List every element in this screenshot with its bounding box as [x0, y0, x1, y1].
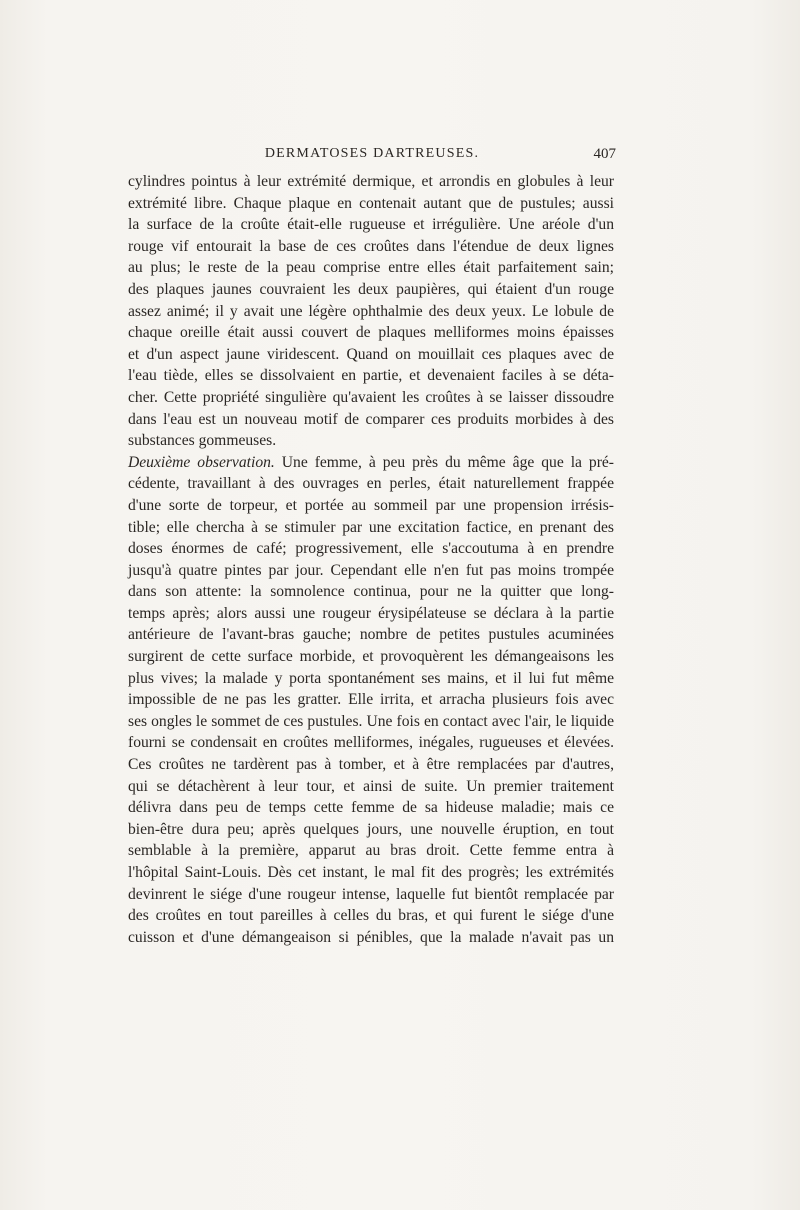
text-line: délivra dans peu de temps cette femme de sa hideuse maladie; mais ce: [128, 799, 614, 817]
observation-heading: Deuxième observation.: [128, 453, 275, 471]
text-line: cuisson et d'une démangeaison si pénibles, que la malade n'avait pas un: [128, 928, 614, 946]
text-line: jusqu'à quatre pintes par jour. Cependant elle n'en fut pas moins trompée: [128, 561, 614, 579]
text-line: impossible de ne pas les gratter. Elle irrita, et arracha plusieurs fois avec: [128, 691, 614, 709]
text-line: extrémité libre. Chaque plaque en contenait autant que de pustules; aussi: [128, 194, 614, 212]
text-line: antérieure de l'avant-bras gauche; nombre de petites pustules acuminées: [128, 626, 614, 644]
text-line: Ces croûtes ne tardèrent pas à tomber, et à être remplacées par d'autres,: [128, 756, 614, 774]
text-line: au plus; le reste de la peau comprise entre elles était parfaitement sain;: [128, 259, 614, 277]
text-line: Une femme, à peu près du même âge que la pré-: [281, 453, 615, 471]
body-text: [128, 171, 614, 948]
text-line: fourni se condensait en croûtes melliformes, inégales, rugueuses et élevées.: [128, 734, 614, 752]
text-line: d'une sorte de torpeur, et portée au sommeil par une propension irrésis-: [128, 496, 614, 514]
text-line: devinrent le siége d'une rougeur intense, laquelle fut bientôt remplacée par: [128, 885, 614, 903]
text-line: assez animé; il y avait une légère ophthalmie des deux yeux. Le lobule de: [128, 302, 614, 320]
text-line: bien-être dura peu; après quelques jours, une nouvelle éruption, en tout: [128, 820, 614, 838]
text-line: chaque oreille était aussi couvert de plaques melliformes moins épaisses: [128, 324, 614, 342]
text-line: semblable à la première, apparut au bras droit. Cette femme entra à: [128, 842, 614, 860]
running-head: [128, 146, 616, 168]
text-line: doses énormes de café; progressivement, elle s'accoutuma à en prendre: [128, 540, 614, 558]
text-line: temps après; alors aussi une rougeur érysipélateuse se déclara à la partie: [128, 604, 614, 622]
text-line: dans son attente: la somnolence continua, pour ne la quitter que long-: [128, 583, 614, 601]
text-line: l'eau tiède, elles se dissolvaient en partie, et devenaient faciles à se déta-: [128, 367, 614, 385]
text-line: l'hôpital Saint-Louis. Dès cet instant, le mal fit des progrès; les extrémités: [128, 864, 614, 881]
text-line: des plaques jaunes couvraient les deux paupières, qui étaient d'un rouge: [128, 280, 614, 298]
text-line: qui se détachèrent à leur tour, et ainsi de suite. Un premier traitement: [128, 777, 614, 795]
text-line: cylindres pointus à leur extrémité dermique, et arrondis en globules à leur: [128, 173, 614, 190]
text-line: surgirent de cette surface morbide, et provoquèrent les démangeaisons les: [128, 648, 614, 666]
text-line: cher. Cette propriété singulière qu'avaient les croûtes à se laisser dissoudre: [128, 388, 614, 406]
text-line-with-lead: [128, 452, 614, 474]
text-line: dans l'eau est un nouveau motif de comparer ces produits morbides à des: [128, 410, 614, 428]
text-line: tible; elle chercha à se stimuler par une excitation factice, en prenant des: [128, 518, 614, 536]
text-line: ses ongles le sommet de ces pustules. Une fois en contact avec l'air, le liquide: [128, 712, 614, 730]
text-line: plus vives; la malade y porta spontanément ses mains, et il lui fut même: [128, 669, 614, 687]
page-number: 407: [593, 146, 616, 162]
text-line: la surface de la croûte était-elle rugueuse et irrégulière. Une aréole d'un: [128, 216, 614, 234]
running-title: DERMATOSES DARTREUSES.: [264, 146, 480, 161]
text-line: et d'un aspect jaune viridescent. Quand on mouillait ces plaques avec de: [128, 345, 614, 363]
text-line: substances gommeuses.: [128, 432, 277, 450]
text-line: des croûtes en tout pareilles à celles du bras, et qui furent le siége d'une: [128, 907, 614, 925]
text-line: cédente, travaillant à des ouvrages en perles, était naturellement frappée: [128, 475, 614, 493]
text-line: rouge vif entourait la base de ces croûtes dans l'étendue de deux lignes: [128, 237, 614, 255]
